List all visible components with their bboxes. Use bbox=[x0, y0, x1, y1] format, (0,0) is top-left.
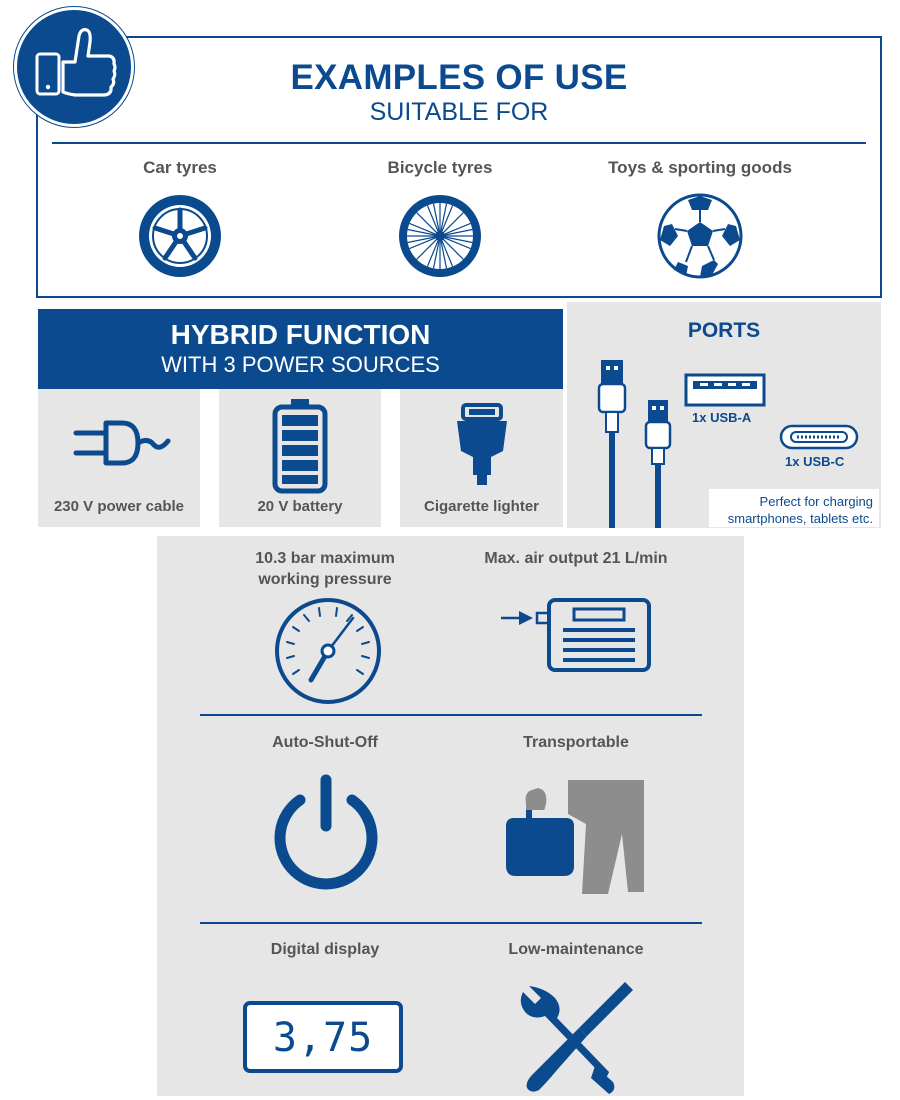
air-output-compressor-icon bbox=[497, 596, 657, 676]
use-item-car-tyres bbox=[50, 158, 310, 280]
use-label: Toys & sporting goods bbox=[608, 158, 792, 177]
examples-title: EXAMPLES OF USE bbox=[290, 58, 628, 97]
hybrid-subtitle: WITH 3 POWER SOURCES bbox=[161, 352, 440, 377]
usb-a-label: 1x USB-A bbox=[692, 410, 752, 425]
power-source-label: 230 V power cable bbox=[53, 498, 185, 515]
feature-air-output bbox=[451, 548, 701, 569]
feature-pressure bbox=[200, 548, 450, 590]
use-label: Car tyres bbox=[143, 158, 217, 177]
feature-auto-shut-off bbox=[200, 732, 450, 753]
feature-low-maintenance bbox=[451, 939, 701, 960]
ports-note-line: Perfect for charging bbox=[759, 494, 873, 509]
feature-label: Digital display bbox=[270, 941, 380, 958]
thumbs-up-badge bbox=[14, 7, 134, 127]
feature-label: Auto-Shut-Off bbox=[272, 734, 378, 751]
usb-c-port-icon bbox=[779, 424, 859, 450]
feature-label: Transportable bbox=[523, 734, 629, 751]
power-source-cigarette-lighter bbox=[400, 389, 563, 527]
ports-panel bbox=[567, 302, 881, 528]
car-charger-icon bbox=[447, 397, 517, 493]
usb-c-cable-icon bbox=[639, 400, 679, 528]
hybrid-title: HYBRID FUNCTION bbox=[170, 319, 431, 350]
power-source-label: Cigarette lighter bbox=[423, 498, 540, 515]
ports-note-line: smartphones, tablets etc. bbox=[727, 511, 873, 526]
usb-a-port-icon bbox=[684, 373, 766, 407]
feature-transportable bbox=[451, 732, 701, 753]
divider bbox=[52, 142, 866, 144]
use-item-toys-sporting-goods bbox=[570, 158, 830, 280]
thumbs-up-phone-icon bbox=[17, 10, 131, 124]
power-plug-icon bbox=[54, 397, 184, 487]
pressure-gauge-icon bbox=[273, 596, 383, 706]
feature-label: Low-maintenance bbox=[508, 941, 644, 958]
ports-title: PORTS bbox=[687, 319, 761, 342]
usb-c-label: 1x USB-C bbox=[785, 454, 845, 469]
use-item-bicycle-tyres bbox=[310, 158, 570, 280]
use-label: Bicycle tyres bbox=[387, 158, 493, 177]
car-wheel-icon bbox=[136, 192, 224, 280]
divider bbox=[200, 922, 702, 924]
power-icon bbox=[266, 770, 386, 894]
digital-display-icon bbox=[243, 1001, 403, 1073]
feature-label: Max. air output 21 L/min bbox=[484, 550, 668, 567]
carry-case-icon bbox=[502, 774, 652, 904]
power-source-cable bbox=[38, 389, 200, 527]
bicycle-wheel-icon bbox=[396, 192, 484, 280]
feature-label: 10.3 bar maximum bbox=[255, 550, 395, 567]
features-panel bbox=[157, 536, 744, 1096]
examples-of-use-panel bbox=[36, 36, 882, 298]
divider bbox=[200, 714, 702, 716]
ports-note bbox=[709, 489, 879, 527]
battery-icon bbox=[265, 397, 335, 495]
power-source-battery bbox=[219, 389, 381, 527]
wrench-screwdriver-icon bbox=[517, 978, 637, 1096]
examples-subtitle: SUITABLE FOR bbox=[369, 98, 549, 126]
football-icon bbox=[656, 192, 744, 280]
feature-label: working pressure bbox=[258, 571, 392, 588]
hybrid-function-header bbox=[38, 309, 563, 389]
feature-digital-display bbox=[200, 939, 450, 960]
display-value: 3,75 bbox=[272, 1015, 374, 1061]
power-source-label: 20 V battery bbox=[257, 498, 343, 515]
usb-a-cable-icon bbox=[593, 360, 633, 528]
